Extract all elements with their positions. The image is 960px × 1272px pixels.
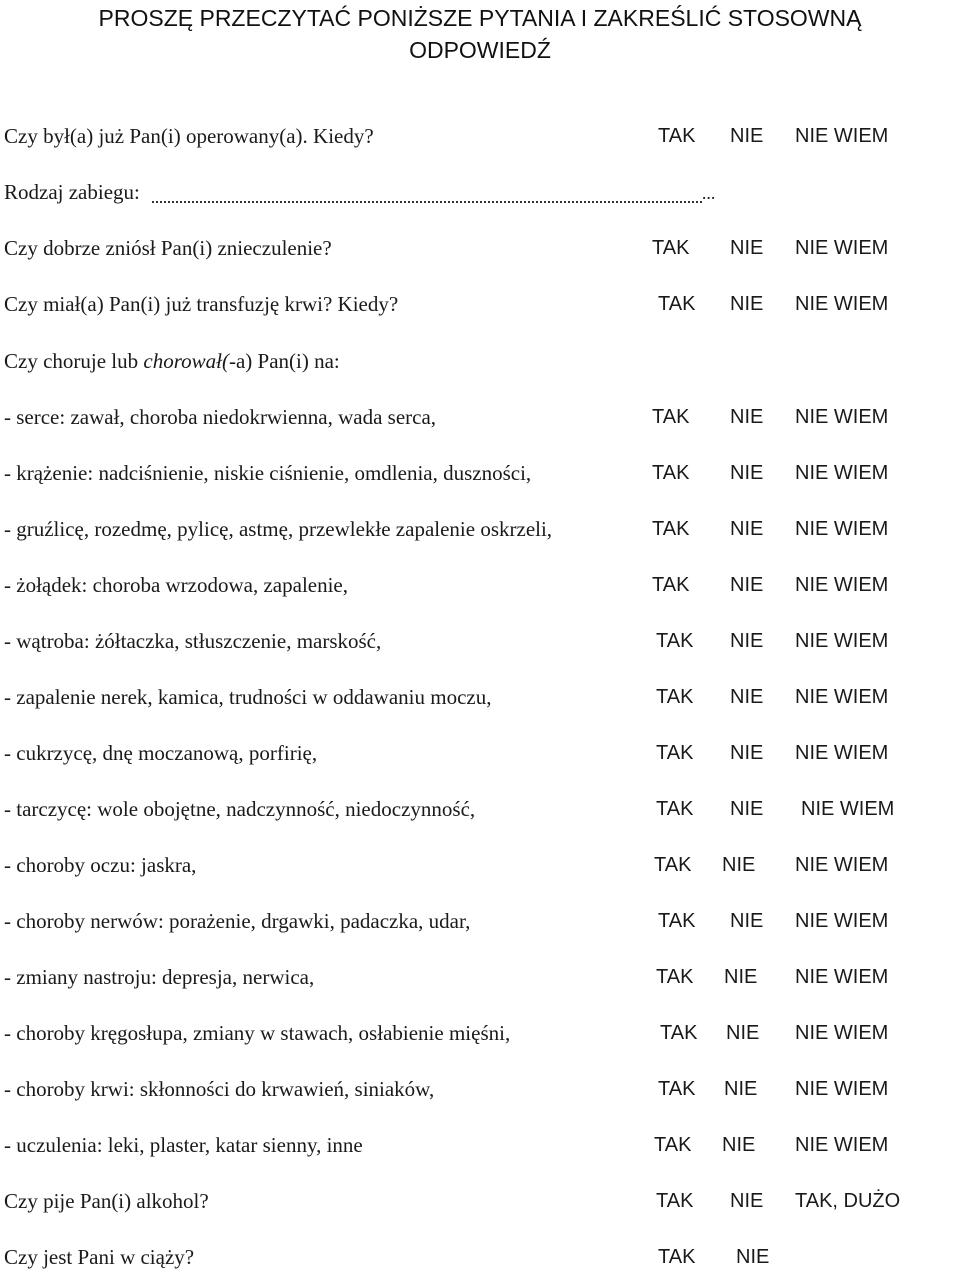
question-row-thyroid xyxy=(4,794,956,824)
question-text: - zmiany nastroju: depresja, nerwica, xyxy=(4,965,315,989)
answer-nie[interactable]: NIE xyxy=(730,462,764,484)
question-row-mood xyxy=(4,962,956,992)
question-text xyxy=(4,346,340,376)
question-text: - choroby nerwów: porażenie, drgawki, padaczka, udar, xyxy=(4,909,471,933)
answer-tak-duzo[interactable]: TAK, DUŻO xyxy=(795,1190,901,1212)
heading-text-part: -a) Pan(i) na: xyxy=(228,349,340,373)
answer-nie-wiem[interactable]: NIE WIEM xyxy=(795,966,889,988)
question-text: - żołądek: choroba wrzodowa, zapalenie, xyxy=(4,573,348,597)
answer-tak[interactable]: TAK xyxy=(658,1078,696,1100)
answer-nie[interactable]: NIE xyxy=(730,518,764,540)
question-text: - tarczycę: wole obojętne, nadczynność, niedoczynność, xyxy=(4,797,476,821)
answer-tak[interactable]: TAK xyxy=(656,798,694,820)
question-row-transfusion xyxy=(4,289,956,319)
blank-trailer: ... xyxy=(701,183,716,203)
question-text: - krążenie: nadciśnienie, niskie ciśnienie, omdlenia, duszności, xyxy=(4,461,532,485)
question-text: - choroby krwi: skłonności do krwawień, siniaków, xyxy=(4,1077,435,1101)
answer-nie[interactable]: NIE xyxy=(730,574,764,596)
question-row-operated xyxy=(4,121,956,151)
answer-nie[interactable]: NIE xyxy=(730,798,764,820)
page-title xyxy=(0,2,960,66)
answer-nie[interactable]: NIE xyxy=(730,293,764,315)
answer-tak[interactable]: TAK xyxy=(656,1190,694,1212)
answer-tak[interactable]: TAK xyxy=(658,910,696,932)
answer-tak[interactable]: TAK xyxy=(658,1246,696,1268)
answer-tak[interactable]: TAK xyxy=(658,293,696,315)
question-text: - uczulenia: leki, plaster, katar sienny, inne xyxy=(4,1133,363,1157)
heading-text-part: Czy choruje lub xyxy=(4,349,144,373)
question-row-eyes xyxy=(4,850,956,880)
answer-nie[interactable]: NIE xyxy=(722,1134,756,1156)
question-row-allergies xyxy=(4,1130,956,1160)
answer-tak[interactable]: TAK xyxy=(656,742,694,764)
answer-nie-wiem[interactable]: NIE WIEM xyxy=(795,518,889,540)
answer-nie[interactable]: NIE xyxy=(724,966,758,988)
answer-nie[interactable]: NIE xyxy=(726,1022,760,1044)
answer-nie[interactable]: NIE xyxy=(730,1190,764,1212)
question-text: - gruźlicę, rozedmę, pylicę, astmę, przewlekłe zapalenie oskrzeli, xyxy=(4,517,553,541)
answer-nie-wiem[interactable]: NIE WIEM xyxy=(795,293,889,315)
answer-nie[interactable]: NIE xyxy=(730,686,764,708)
question-text: - cukrzycę, dnę moczanową, porfirię, xyxy=(4,741,318,765)
question-row-nerves xyxy=(4,906,956,936)
question-row-lungs xyxy=(4,514,956,544)
question-row-liver xyxy=(4,626,956,656)
question-row-alcohol xyxy=(4,1186,956,1216)
answer-tak[interactable]: TAK xyxy=(654,1134,692,1156)
question-text: - wątroba: żółtaczka, stłuszczenie, marskość, xyxy=(4,629,382,653)
answer-tak[interactable]: TAK xyxy=(652,237,690,259)
answer-nie[interactable]: NIE xyxy=(736,1246,770,1268)
answer-nie-wiem[interactable]: NIE WIEM xyxy=(795,125,889,147)
answer-nie-wiem[interactable]: NIE WIEM xyxy=(801,798,895,820)
answer-tak[interactable]: TAK xyxy=(652,574,690,596)
answer-tak[interactable]: TAK xyxy=(660,1022,698,1044)
answer-nie[interactable]: NIE xyxy=(730,630,764,652)
answer-nie[interactable]: NIE xyxy=(730,406,764,428)
title-line-2: ODPOWIEDŹ xyxy=(409,37,551,63)
question-row-kidneys xyxy=(4,682,956,712)
answer-nie-wiem[interactable]: NIE WIEM xyxy=(795,574,889,596)
question-text: - choroby kręgosłupa, zmiany w stawach, osłabienie mięśni, xyxy=(4,1021,511,1045)
question-row-procedure-type xyxy=(4,177,956,207)
question-text: - choroby oczu: jaskra, xyxy=(4,853,197,877)
question-text: Czy dobrze zniósł Pan(i) znieczulenie? xyxy=(4,236,332,260)
answer-tak[interactable]: TAK xyxy=(656,686,694,708)
question-row-stomach xyxy=(4,570,956,600)
question-text: - serce: zawał, choroba niedokrwienna, wada serca, xyxy=(4,405,437,429)
title-line-1: PROSZĘ PRZECZYTAĆ PONIŻSZE PYTANIA I ZAKREŚLIĆ STOSOWNĄ xyxy=(98,5,862,31)
answer-nie-wiem[interactable]: NIE WIEM xyxy=(795,1134,889,1156)
question-row-spine xyxy=(4,1018,956,1048)
answer-nie-wiem[interactable]: NIE WIEM xyxy=(795,854,889,876)
question-with-blank xyxy=(4,177,715,208)
answer-nie[interactable]: NIE xyxy=(730,125,764,147)
answer-nie-wiem[interactable]: NIE WIEM xyxy=(795,1022,889,1044)
question-row-diseases-heading xyxy=(4,346,956,376)
answer-nie[interactable]: NIE xyxy=(730,910,764,932)
answer-nie[interactable]: NIE xyxy=(730,237,764,259)
answer-tak[interactable]: TAK xyxy=(654,854,692,876)
question-text: Czy był(a) już Pan(i) operowany(a). Kiedy? xyxy=(4,124,374,148)
question-text: Czy miał(a) Pan(i) już transfuzję krwi? Kiedy? xyxy=(4,292,399,316)
answer-nie-wiem[interactable]: NIE WIEM xyxy=(795,686,889,708)
answer-tak[interactable]: TAK xyxy=(652,406,690,428)
answer-nie-wiem[interactable]: NIE WIEM xyxy=(795,630,889,652)
answer-tak[interactable]: TAK xyxy=(656,630,694,652)
answer-nie-wiem[interactable]: NIE WIEM xyxy=(795,742,889,764)
question-text: - zapalenie nerek, kamica, trudności w oddawaniu moczu, xyxy=(4,685,492,709)
question-text: Czy jest Pani w ciąży? xyxy=(4,1245,195,1269)
answer-tak[interactable]: TAK xyxy=(656,966,694,988)
question-row-blood xyxy=(4,1074,956,1104)
answer-blank-line[interactable] xyxy=(152,185,702,203)
answer-nie[interactable]: NIE xyxy=(730,742,764,764)
answer-nie[interactable]: NIE xyxy=(724,1078,758,1100)
answer-nie[interactable]: NIE xyxy=(722,854,756,876)
answer-tak[interactable]: TAK xyxy=(652,462,690,484)
heading-text-italic: chorował( xyxy=(143,349,229,373)
answer-nie-wiem[interactable]: NIE WIEM xyxy=(795,406,889,428)
answer-nie-wiem[interactable]: NIE WIEM xyxy=(795,462,889,484)
answer-nie-wiem[interactable]: NIE WIEM xyxy=(795,237,889,259)
question-text: Rodzaj zabiegu: xyxy=(4,180,140,204)
question-row-circulation xyxy=(4,458,956,488)
question-row-metabolic xyxy=(4,738,956,768)
answer-tak[interactable]: TAK xyxy=(652,518,690,540)
question-row-anesthesia xyxy=(4,233,956,263)
question-row-pregnancy xyxy=(4,1242,956,1272)
question-row-heart xyxy=(4,402,956,432)
answer-tak[interactable]: TAK xyxy=(658,125,696,147)
answer-nie-wiem[interactable]: NIE WIEM xyxy=(795,1078,889,1100)
question-text: Czy pije Pan(i) alkohol? xyxy=(4,1189,209,1213)
answer-nie-wiem[interactable]: NIE WIEM xyxy=(795,910,889,932)
